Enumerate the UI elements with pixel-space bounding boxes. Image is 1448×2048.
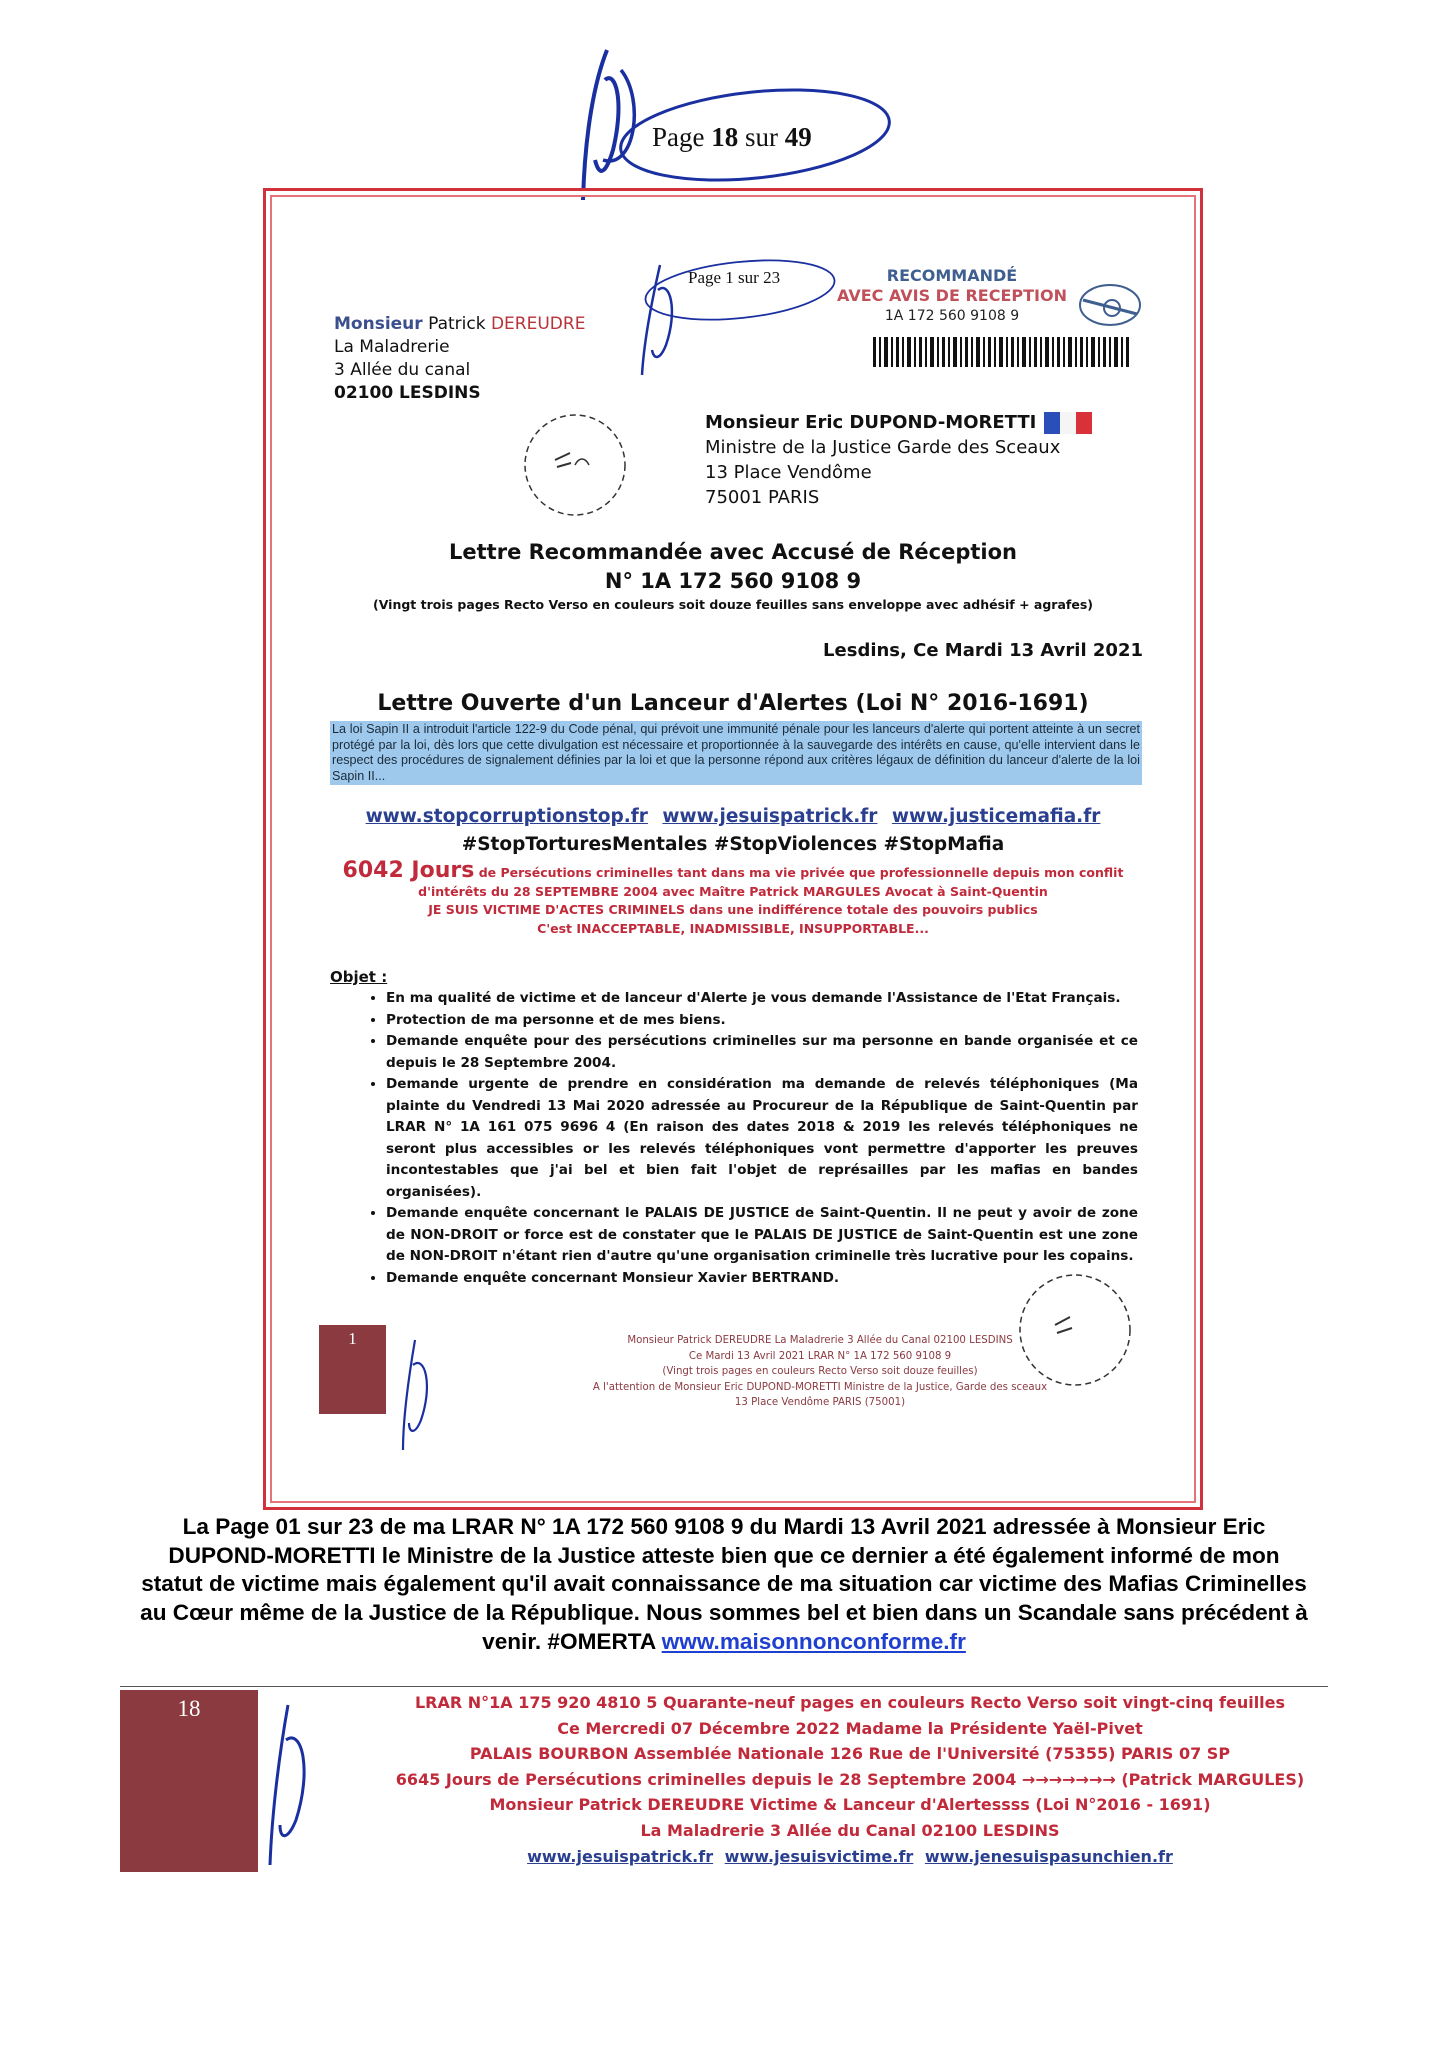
sender-address: Monsieur Patrick DEREUDRE La Maladrerie 3 Allée du canal 02100 LESDINS: [334, 314, 586, 403]
signature-letter-footer: [395, 1335, 455, 1455]
bottom-link[interactable]: www.jenesuispasunchien.fr: [924, 1846, 1173, 1866]
lrar-note: (Vingt trois pages Recto Verso en couleurs soit douze feuilles sans enveloppe avec adhésif + agrafes): [373, 597, 1093, 612]
persecution-days-block: 6042 Jours de Persécutions criminelles tant dans ma vie privée que professionnelle depuis mon conflit d'intérêts du 28 SEPTEMBRE 2004 avec Maître Patrick MARGULES Avocat à Saint-Quentin JE SUIS VICTIME D'ACTES CRIMINELS dans une indifférence totale des pouvoirs publics C'est INACCEPTABLE, INADMISSIBLE, INSUPPORTABLE...: [342, 858, 1124, 936]
page-number-box: 18: [120, 1690, 258, 1872]
recipient-address: Monsieur Eric DUPOND-MORETTI Ministre de la Justice Garde des Sceaux 13 Place Vendôme 75001 PARIS: [705, 410, 1092, 510]
list-item: • Protection de ma personne et de mes biens.: [386, 1010, 1138, 1032]
date-line: Lesdins, Ce Mardi 13 Avril 2021: [823, 640, 1143, 661]
letter-footer-text: Monsieur Patrick DEREUDRE La Maladrerie 3 Allée du Canal 02100 LESDINS Ce Mardi 13 Avril 2021 LRAR N° 1A 172 560 9108 9 (Vingt trois pages en couleurs Recto Verso soit douze feuilles) A l'attention de Monsieur Eric DUPOND-MORETTI Ministre de la Justice, Garde des sceaux 13 Place Vendôme PARIS (75001): [592, 1335, 1048, 1408]
site-link[interactable]: www.jesuispatrick.fr: [662, 806, 878, 827]
lrar-title: Lettre Recommandée avec Accusé de Réception N° 1A 172 560 9108 9: [449, 540, 1017, 593]
bottom-footer-text: LRAR N°1A 175 920 4810 5 Quarante-neuf pages en couleurs Recto Verso soit vingt-cinq feuilles Ce Mercredi 07 Décembre 2022 Madame la Présidente Yaël-Pivet PALAIS BOURBON Assemblée Nationale 126 Rue de l'Université (75355) PARIS 07 SP 6645 Jours de Persécutions criminelles depuis le 28 Septembre 2004 →→→→→→→ (Patrick MARGULES) Monsieur Patrick DEREUDRE Victime & Lanceur d'Alertessss (Loi N°2016 - 1691) La Maladrerie 3 Allée du Canal 02100 LESDINS www.jesuispatrick.fr www.jesuisvictime.fr www.jenesuispasunchien.fr: [395, 1693, 1305, 1866]
list-item: • Demande enquête concernant le PALAIS DE JUSTICE de Saint-Quentin. Il ne peut y avoir de zone de NON-DROIT or force est de constater que le PALAIS DE JUSTICE de Saint-Quentin est une zone de NON-DROIT n'étant rien d'autre qu'une organisation criminelle très lucrative pour les copains.: [386, 1203, 1138, 1268]
bottom-link[interactable]: www.jesuispatrick.fr: [527, 1846, 714, 1866]
open-letter-title: Lettre Ouverte d'un Lanceur d'Alertes (Loi N° 2016-1691): [377, 691, 1089, 716]
caption-link[interactable]: www.maisonnonconforme.fr: [661, 1628, 966, 1654]
divider: [120, 1686, 1328, 1687]
signature-bottom: [258, 1700, 338, 1870]
barcode: [873, 337, 1133, 367]
list-item: • Demande urgente de prendre en considération ma demande de relevés téléphoniques (Ma plainte du Vendredi 13 Mai 2020 adressée au Procureur de la République de Saint-Quentin par LRAR N° 1A 161 075 9696 4 (En raison des dates 2018 & 2019 les relevés téléphoniques ne seront plus accessibles or les relevés téléphoniques vont permettre d'apporter les preuves incontestables que j'ai bel et bien fait l'objet de représailles par les mafias en bandes organisées).: [386, 1074, 1138, 1203]
french-flag-icon: [1044, 412, 1092, 434]
top-page-label: Page 18 sur 49: [652, 122, 812, 152]
objet-label: Objet :: [330, 968, 388, 986]
site-link[interactable]: www.justicemafia.fr: [891, 806, 1101, 827]
objet-list: [330, 988, 1138, 1289]
website-links: [263, 806, 1203, 827]
recommande-label: RECOMMANDÉ AVEC AVIS DE RECEPTION 1A 172 560 9108 9: [837, 266, 1067, 324]
letter-footer-page-box: 1: [319, 1325, 386, 1414]
list-item: • Demande enquête pour des persécutions criminelles sur ma personne en bande organisée et ce depuis le 28 Septembre 2004.: [386, 1031, 1138, 1074]
hashtags: #StopTorturesMentales #StopViolences #StopMafia: [461, 834, 1005, 855]
postmark-stamp: [515, 405, 635, 525]
stamp-seal: [1075, 280, 1145, 330]
list-item: • Demande enquête concernant Monsieur Xavier BERTRAND.: [386, 1268, 1138, 1290]
inner-page-label: Page 1 sur 23: [688, 268, 781, 287]
site-link[interactable]: www.stopcorruptionstop.fr: [365, 806, 648, 827]
sapin-law-highlight: La loi Sapin II a introduit l'article 122-9 du Code pénal, qui prévoit une immunité pénale pour les lanceurs d'alerte qui portent atteinte à un secret protégé par la loi, dès lors que cette divulgation est nécessaire et proportionnée à la sauvegarde des intérêts en cause, qu'elle intervient dans le respect des procédures de signalement définies par la loi et que la personne répond aux critères légaux de définition du lanceur d'alerte de la loi Sapin II...: [330, 721, 1142, 785]
caption-paragraph: La Page 01 sur 23 de ma LRAR N° 1A 172 560 9108 9 du Mardi 13 Avril 2021 adressée à Monsieur Eric DUPOND-MORETTI le Ministre de la Justice atteste bien que ce dernier a été également informé de mon statut de victime mais également qu'il avait connaissance de ma situation car victime des Mafias Criminelles au Cœur même de la Justice de la République. Nous sommes bel et bien dans un Scandale sans précédent à venir. #OMERTA www.maisonnonconforme.fr: [140, 1514, 1308, 1654]
bottom-link[interactable]: www.jesuisvictime.fr: [724, 1846, 914, 1866]
list-item: • En ma qualité de victime et de lanceur d'Alerte je vous demande l'Assistance de l'Etat Français.: [386, 988, 1138, 1010]
